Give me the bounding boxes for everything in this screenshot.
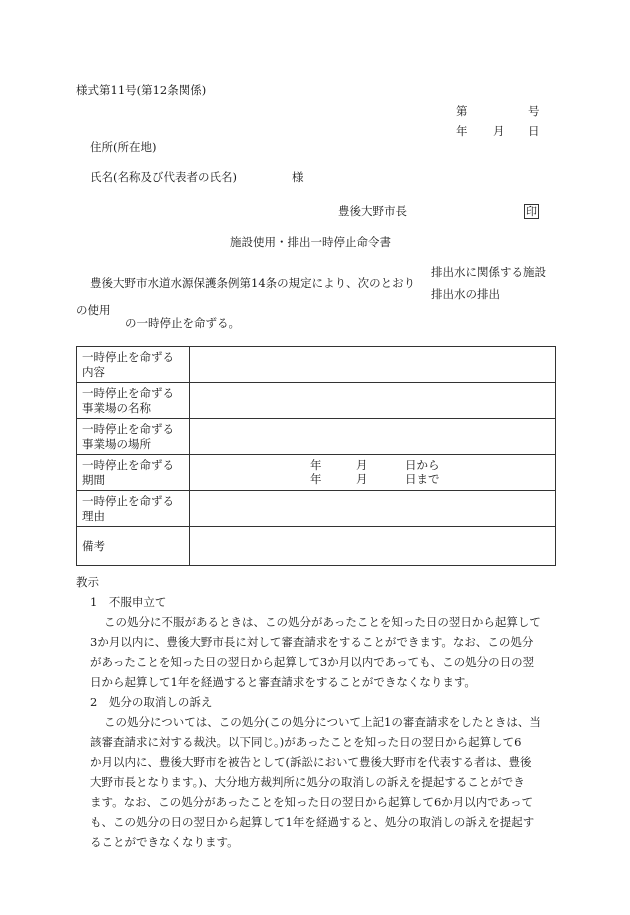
instruction-1-title: 1 不服申立て — [90, 595, 167, 609]
body-line-1: 豊後大野市水道水源保護条例第14条の規定により、次のとおり — [90, 276, 416, 290]
business-name-value-cell — [190, 383, 556, 419]
instruction-1-line: この処分に不服があるときは、この処分があったことを知った日の翌日から起算して — [104, 615, 541, 629]
table-row — [77, 419, 556, 455]
table-row — [77, 455, 556, 491]
row-label-reason — [77, 491, 190, 527]
row-label-business-name — [77, 383, 190, 419]
period-from-year: 年 — [310, 458, 322, 472]
row-label-period — [77, 455, 190, 491]
date-day: 日 — [528, 124, 540, 138]
table-row — [77, 383, 556, 419]
seal-mark: 印 — [526, 205, 537, 218]
instruction-1-line: 3か月以内に、豊後大野市長に対して審査請求をすることができます。なお、この処分 — [90, 635, 534, 649]
row-label-line: 一時停止を命ずる — [82, 386, 174, 400]
instruction-2-line: 大野市長となります。)、大分地方裁判所に処分の取消しの訴えを提起することができ — [90, 775, 525, 789]
order-details-table — [76, 346, 556, 566]
remarks-value-cell — [190, 527, 556, 566]
row-label-line: 一時停止を命ずる — [82, 458, 174, 472]
instruction-2-line: 該審査請求に対する裁決。以下同じ。)があったことを知った日の翌日から起算して6 — [90, 735, 522, 749]
instruction-2-line: も、この処分の日の翌日から起算して1年を経過すると、処分の取消しの訴えを提起す — [90, 815, 535, 829]
period-to-day: 日まで — [405, 472, 440, 486]
instruction-1-line: があったことを知った日の翌日から起算して3か月以内であっても、この処分の日の翌 — [90, 655, 535, 669]
instruction-2-line: か月以内に、豊後大野市を被告として(訴訟において豊後大野市を代表する者は、豊後 — [90, 755, 532, 769]
issuer-name: 豊後大野市長 — [338, 204, 407, 218]
instruction-2-line: ます。なお、この処分があったことを知った日の翌日から起算して6か月以内であって — [90, 795, 534, 809]
period-value-cell — [190, 455, 556, 491]
reason-value-cell — [190, 491, 556, 527]
address-label: 住所(所在地) — [90, 140, 157, 154]
row-label-line: 理由 — [82, 509, 105, 523]
row-label-business-location — [77, 419, 190, 455]
option-discharge: 排出水の排出 — [431, 287, 500, 301]
period-to-month: 月 — [356, 472, 368, 486]
body-line-2a: の使用 — [76, 303, 111, 317]
period-to-year: 年 — [310, 472, 322, 486]
option-facility: 排出水に関係する施設 — [431, 265, 546, 279]
row-label-line: 内容 — [82, 365, 105, 379]
period-from-month: 月 — [356, 458, 368, 472]
row-label-remarks — [77, 527, 190, 566]
instruction-1-line: 日から起算して1年を経過すると審査請求をすることができなくなります。 — [90, 675, 476, 689]
instruction-2-line: この処分については、この処分(この処分について上記1の審査請求をしたときは、当 — [104, 715, 541, 729]
body-line-2b: の一時停止を命ずる。 — [125, 316, 240, 330]
content-value-cell — [190, 347, 556, 383]
row-label-line: 一時停止を命ずる — [82, 350, 174, 364]
instruction-2-line: ることができなくなります。 — [90, 835, 239, 849]
document-number-prefix: 第 — [456, 104, 468, 118]
document-number-suffix: 号 — [528, 104, 540, 118]
date-month: 月 — [493, 124, 505, 138]
row-label-line: 一時停止を命ずる — [82, 422, 174, 436]
row-label-line: 期間 — [82, 473, 105, 487]
row-label-line: 事業場の場所 — [82, 437, 151, 451]
honorific: 様 — [292, 170, 304, 184]
name-label: 氏名(名称及び代表者の氏名) — [90, 170, 237, 184]
instructions-heading: 教示 — [76, 575, 99, 589]
date-year: 年 — [456, 124, 468, 138]
document-title: 施設使用・排出一時停止命令書 — [230, 235, 391, 249]
row-label-content — [77, 347, 190, 383]
row-label-line: 一時停止を命ずる — [82, 494, 174, 508]
table-row — [77, 347, 556, 383]
period-from-day: 日から — [405, 458, 440, 472]
table-row — [77, 527, 556, 566]
row-label-line: 事業場の名称 — [82, 401, 151, 415]
table-row — [77, 491, 556, 527]
form-number: 様式第11号(第12条関係) — [76, 83, 207, 97]
row-label-line: 備考 — [82, 539, 105, 553]
instruction-2-title: 2 処分の取消しの訴え — [90, 695, 213, 709]
business-location-value-cell — [190, 419, 556, 455]
